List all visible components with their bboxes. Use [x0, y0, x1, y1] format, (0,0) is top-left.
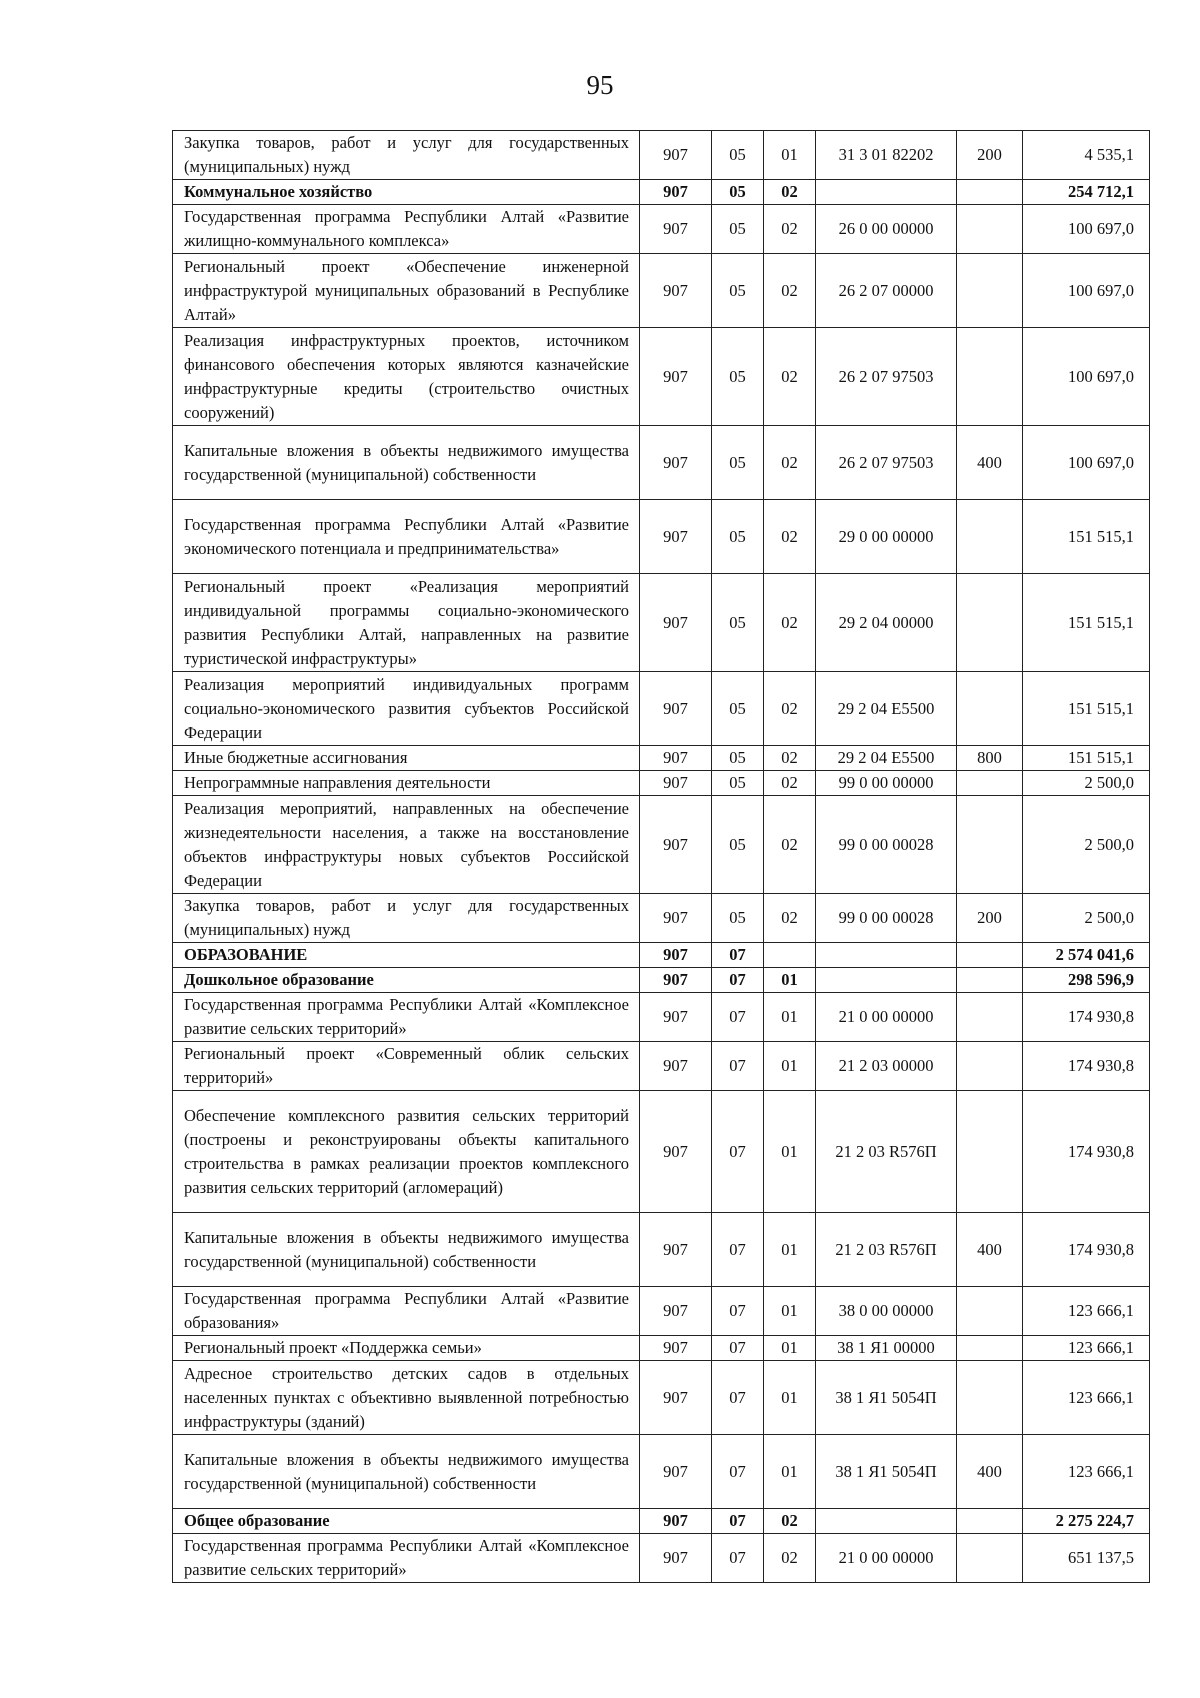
amount: 100 697,0	[1023, 205, 1150, 254]
amount: 254 712,1	[1023, 180, 1150, 205]
subsection-code: 02	[764, 796, 816, 894]
ministry-code: 907	[640, 328, 712, 426]
section-code: 05	[712, 426, 764, 500]
item-name: Дошкольное образование	[173, 968, 640, 993]
ministry-code: 907	[640, 1213, 712, 1287]
amount: 123 666,1	[1023, 1361, 1150, 1435]
item-name: Коммунальное хозяйство	[173, 180, 640, 205]
subsection-code: 02	[764, 746, 816, 771]
subsection-code: 01	[764, 1336, 816, 1361]
ministry-code: 907	[640, 1534, 712, 1583]
table-row	[173, 426, 1150, 500]
target-article-code: 26 2 07 97503	[816, 328, 957, 426]
section-code: 05	[712, 771, 764, 796]
expense-type-code	[957, 968, 1023, 993]
subsection-code: 01	[764, 1287, 816, 1336]
expense-type-code	[957, 205, 1023, 254]
amount: 100 697,0	[1023, 254, 1150, 328]
section-code: 07	[712, 1287, 764, 1336]
section-code: 05	[712, 574, 764, 672]
subsection-code: 01	[764, 131, 816, 180]
target-article-code	[816, 943, 957, 968]
section-code: 07	[712, 1091, 764, 1213]
table-row	[173, 746, 1150, 771]
amount: 123 666,1	[1023, 1287, 1150, 1336]
expense-type-code	[957, 500, 1023, 574]
ministry-code: 907	[640, 1091, 712, 1213]
item-name: Закупка товаров, работ и услуг для государственных (муниципальных) нужд	[173, 131, 640, 180]
target-article-code: 99 0 00 00000	[816, 771, 957, 796]
section-code: 05	[712, 796, 764, 894]
table-row	[173, 205, 1150, 254]
expense-type-code	[957, 1042, 1023, 1091]
section-code: 05	[712, 254, 764, 328]
expense-type-code	[957, 1361, 1023, 1435]
item-name: Региональный проект «Обеспечение инженерной инфраструктурой муниципальных образований в Республике Алтай»	[173, 254, 640, 328]
expense-type-code: 200	[957, 894, 1023, 943]
target-article-code: 21 0 00 00000	[816, 993, 957, 1042]
ministry-code: 907	[640, 1336, 712, 1361]
section-code: 07	[712, 1509, 764, 1534]
expense-type-code	[957, 254, 1023, 328]
table-row	[173, 180, 1150, 205]
item-name: Реализация мероприятий, направленных на обеспечение жизнедеятельности населения, а также на восстановление объектов инфраструктуры новых субъектов Российской Федерации	[173, 796, 640, 894]
table-row	[173, 993, 1150, 1042]
subsection-code: 02	[764, 500, 816, 574]
section-code: 07	[712, 1213, 764, 1287]
subsection-code: 02	[764, 180, 816, 205]
target-article-code: 29 0 00 00000	[816, 500, 957, 574]
expense-type-code	[957, 943, 1023, 968]
subsection-code: 01	[764, 968, 816, 993]
item-name: Государственная программа Республики Алтай «Развитие образования»	[173, 1287, 640, 1336]
ministry-code: 907	[640, 746, 712, 771]
item-name: Закупка товаров, работ и услуг для государственных (муниципальных) нужд	[173, 894, 640, 943]
table-row	[173, 1435, 1150, 1509]
item-name: Государственная программа Республики Алтай «Комплексное развитие сельских территорий»	[173, 1534, 640, 1583]
amount: 2 500,0	[1023, 771, 1150, 796]
subsection-code: 02	[764, 1509, 816, 1534]
ministry-code: 907	[640, 993, 712, 1042]
expense-type-code	[957, 1091, 1023, 1213]
amount: 174 930,8	[1023, 1213, 1150, 1287]
target-article-code: 29 2 04 E5500	[816, 746, 957, 771]
ministry-code: 907	[640, 672, 712, 746]
target-article-code	[816, 1509, 957, 1534]
amount: 2 500,0	[1023, 894, 1150, 943]
ministry-code: 907	[640, 180, 712, 205]
expense-type-code: 200	[957, 131, 1023, 180]
target-article-code: 26 2 07 00000	[816, 254, 957, 328]
target-article-code: 29 2 04 E5500	[816, 672, 957, 746]
table-row	[173, 131, 1150, 180]
table-row	[173, 894, 1150, 943]
target-article-code: 26 0 00 00000	[816, 205, 957, 254]
amount: 174 930,8	[1023, 1091, 1150, 1213]
amount: 174 930,8	[1023, 1042, 1150, 1091]
section-code: 05	[712, 672, 764, 746]
table-row	[173, 254, 1150, 328]
subsection-code: 02	[764, 254, 816, 328]
item-name: Капитальные вложения в объекты недвижимого имущества государственной (муниципальной) собственности	[173, 426, 640, 500]
table-row	[173, 1534, 1150, 1583]
amount: 100 697,0	[1023, 328, 1150, 426]
subsection-code: 01	[764, 1213, 816, 1287]
ministry-code: 907	[640, 968, 712, 993]
item-name: Общее образование	[173, 1509, 640, 1534]
item-name: Иные бюджетные ассигнования	[173, 746, 640, 771]
table-row	[173, 328, 1150, 426]
target-article-code: 21 2 03 R576П	[816, 1091, 957, 1213]
expense-type-code	[957, 672, 1023, 746]
amount: 151 515,1	[1023, 672, 1150, 746]
subsection-code: 01	[764, 1435, 816, 1509]
expense-type-code	[957, 771, 1023, 796]
expense-type-code: 400	[957, 426, 1023, 500]
subsection-code: 02	[764, 894, 816, 943]
item-name: Региональный проект «Современный облик сельских территорий»	[173, 1042, 640, 1091]
target-article-code: 38 0 00 00000	[816, 1287, 957, 1336]
item-name: Обеспечение комплексного развития сельских территорий (построены и реконструированы объекты капитального строительства в рамках реализации проектов комплексного развития сельских территорий (агломераций)	[173, 1091, 640, 1213]
target-article-code: 26 2 07 97503	[816, 426, 957, 500]
section-code: 05	[712, 328, 764, 426]
subsection-code: 02	[764, 1534, 816, 1583]
amount: 2 500,0	[1023, 796, 1150, 894]
table-row	[173, 574, 1150, 672]
amount: 651 137,5	[1023, 1534, 1150, 1583]
subsection-code: 01	[764, 1042, 816, 1091]
table-row	[173, 1509, 1150, 1534]
section-code: 07	[712, 1361, 764, 1435]
ministry-code: 907	[640, 500, 712, 574]
target-article-code: 38 1 Я1 5054П	[816, 1361, 957, 1435]
expense-type-code	[957, 1534, 1023, 1583]
section-code: 05	[712, 180, 764, 205]
target-article-code: 21 2 03 R576П	[816, 1213, 957, 1287]
expense-type-code	[957, 1287, 1023, 1336]
item-name: Региональный проект «Поддержка семьи»	[173, 1336, 640, 1361]
table-row	[173, 1091, 1150, 1213]
target-article-code: 38 1 Я1 00000	[816, 1336, 957, 1361]
expense-type-code	[957, 574, 1023, 672]
amount: 298 596,9	[1023, 968, 1150, 993]
amount: 2 275 224,7	[1023, 1509, 1150, 1534]
table-row	[173, 943, 1150, 968]
item-name: Адресное строительство детских садов в отдельных населенных пунктах с объективно выявленной потребностью инфраструктуры (зданий)	[173, 1361, 640, 1435]
item-name: Непрограммные направления деятельности	[173, 771, 640, 796]
item-name: Реализация инфраструктурных проектов, источником финансового обеспечения которых являются казначейские инфраструктурные кредиты (строительство очистных сооружений)	[173, 328, 640, 426]
target-article-code: 38 1 Я1 5054П	[816, 1435, 957, 1509]
subsection-code: 02	[764, 672, 816, 746]
ministry-code: 907	[640, 771, 712, 796]
subsection-code: 01	[764, 1361, 816, 1435]
amount: 151 515,1	[1023, 500, 1150, 574]
subsection-code: 02	[764, 328, 816, 426]
item-name: Государственная программа Республики Алтай «Развитие экономического потенциала и предпринимательства»	[173, 500, 640, 574]
subsection-code: 01	[764, 993, 816, 1042]
page-number: 95	[586, 70, 614, 100]
amount: 2 574 041,6	[1023, 943, 1150, 968]
item-name: Государственная программа Республики Алтай «Развитие жилищно-коммунального комплекса»	[173, 205, 640, 254]
budget-table-body	[173, 131, 1150, 1583]
item-name: Капитальные вложения в объекты недвижимого имущества государственной (муниципальной) собственности	[173, 1435, 640, 1509]
section-code: 07	[712, 993, 764, 1042]
subsection-code: 02	[764, 205, 816, 254]
section-code: 05	[712, 894, 764, 943]
section-code: 05	[712, 746, 764, 771]
amount: 100 697,0	[1023, 426, 1150, 500]
table-row	[173, 1336, 1150, 1361]
item-name: Реализация мероприятий индивидуальных программ социально-экономического развития субъектов Российской Федерации	[173, 672, 640, 746]
table-row	[173, 968, 1150, 993]
ministry-code: 907	[640, 1042, 712, 1091]
table-row	[173, 500, 1150, 574]
expense-type-code	[957, 180, 1023, 205]
table-row	[173, 771, 1150, 796]
table-row	[173, 1213, 1150, 1287]
amount: 123 666,1	[1023, 1336, 1150, 1361]
subsection-code: 02	[764, 426, 816, 500]
ministry-code: 907	[640, 131, 712, 180]
item-name: Капитальные вложения в объекты недвижимого имущества государственной (муниципальной) собственности	[173, 1213, 640, 1287]
ministry-code: 907	[640, 574, 712, 672]
target-article-code: 31 3 01 82202	[816, 131, 957, 180]
ministry-code: 907	[640, 1361, 712, 1435]
target-article-code: 29 2 04 00000	[816, 574, 957, 672]
target-article-code	[816, 968, 957, 993]
expense-type-code	[957, 328, 1023, 426]
section-code: 07	[712, 943, 764, 968]
section-code: 05	[712, 205, 764, 254]
item-name: Региональный проект «Реализация мероприятий индивидуальной программы социально-экономического развития Республики Алтай, направленных на развитие туристической инфраструктуры»	[173, 574, 640, 672]
amount: 151 515,1	[1023, 746, 1150, 771]
budget-table	[172, 130, 1150, 1583]
amount: 4 535,1	[1023, 131, 1150, 180]
section-code: 05	[712, 131, 764, 180]
ministry-code: 907	[640, 426, 712, 500]
ministry-code: 907	[640, 205, 712, 254]
expense-type-code: 400	[957, 1213, 1023, 1287]
ministry-code: 907	[640, 894, 712, 943]
ministry-code: 907	[640, 254, 712, 328]
section-code: 07	[712, 1534, 764, 1583]
table-row	[173, 1042, 1150, 1091]
table-row	[173, 1361, 1150, 1435]
target-article-code: 99 0 00 00028	[816, 894, 957, 943]
expense-type-code: 400	[957, 1435, 1023, 1509]
amount: 174 930,8	[1023, 993, 1150, 1042]
subsection-code: 02	[764, 771, 816, 796]
section-code: 07	[712, 1435, 764, 1509]
ministry-code: 907	[640, 1509, 712, 1534]
expense-type-code	[957, 1509, 1023, 1534]
target-article-code: 99 0 00 00028	[816, 796, 957, 894]
amount: 151 515,1	[1023, 574, 1150, 672]
table-row	[173, 1287, 1150, 1336]
target-article-code: 21 0 00 00000	[816, 1534, 957, 1583]
expense-type-code	[957, 993, 1023, 1042]
table-row	[173, 672, 1150, 746]
subsection-code	[764, 943, 816, 968]
ministry-code: 907	[640, 796, 712, 894]
item-name: ОБРАЗОВАНИЕ	[173, 943, 640, 968]
target-article-code	[816, 180, 957, 205]
section-code: 05	[712, 500, 764, 574]
expense-type-code	[957, 1336, 1023, 1361]
expense-type-code	[957, 796, 1023, 894]
section-code: 07	[712, 1336, 764, 1361]
table-row	[173, 796, 1150, 894]
subsection-code: 02	[764, 574, 816, 672]
target-article-code: 21 2 03 00000	[816, 1042, 957, 1091]
ministry-code: 907	[640, 1287, 712, 1336]
ministry-code: 907	[640, 943, 712, 968]
subsection-code: 01	[764, 1091, 816, 1213]
item-name: Государственная программа Республики Алтай «Комплексное развитие сельских территорий»	[173, 993, 640, 1042]
ministry-code: 907	[640, 1435, 712, 1509]
amount: 123 666,1	[1023, 1435, 1150, 1509]
section-code: 07	[712, 1042, 764, 1091]
expense-type-code: 800	[957, 746, 1023, 771]
section-code: 07	[712, 968, 764, 993]
